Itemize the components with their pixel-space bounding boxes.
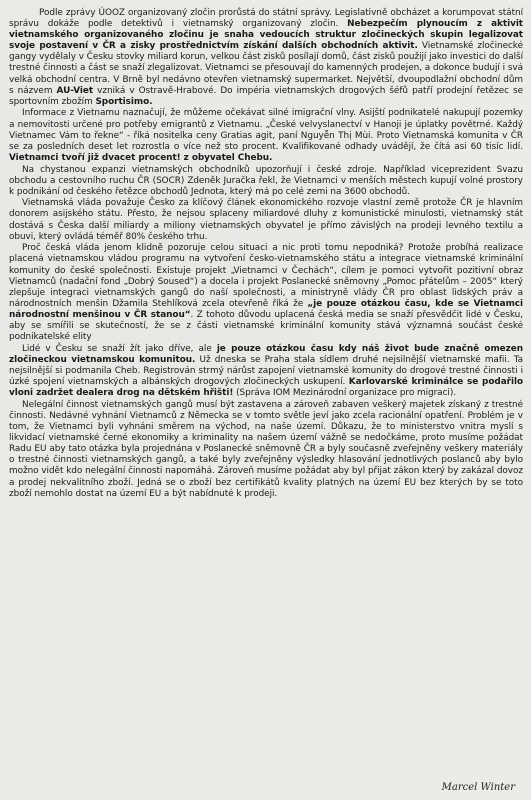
paragraph-4 [9, 198, 523, 242]
bold-text-run: Nebezpečím plynoucím z aktivit vietnamského organizovaného zločinu je snaha vedoucích struktur zločineckých skupin legalizovat svoje postavení v ČR a zisky prostřednictvím získání dalších obchodních aktivit. [9, 19, 523, 52]
article-body [9, 8, 523, 500]
text-run: Už dneska se Praha stala sídlem druhé nejsilnější vietnamské mafii. Ta nejsilnější si podmanila Cheb. Registrován strmý nárůst zapojení vietnamské komunity do drogové trestné činnosti i úzké spojení vietnamských a albánských drogových zločineckých uskupení. [9, 354, 523, 388]
text-run: Informace z Vietnamu naznačují, že můžeme očekávat silné imigrační vlny. Asijští podnikatelé nakupují pozemky a nemovitosti určené pro potřeby emigrantů z Vietnamu. „České velvyslanectví v Hanoji je úplatky povětrné. Každý Vietnamec Vám to řekne“ - říká nositelka ceny Gratias agit, paní Nguyễn Thị Mùi. Proto Vietnamská komunita v ČR se za posledních deset let rozrostla o více než sto procent. Kvalifikované odhady uvádějí, že čítá asi 60 tisíc lidí. [9, 108, 523, 152]
bold-text-run: Vietnamci tvoří již dvacet procent! z obyvatel Chebu. [9, 152, 273, 163]
paragraph-1 [9, 8, 523, 108]
text-run: Lidé v Česku se snaží žít jako dříve, ale [22, 343, 217, 354]
text-run: Vietnamské zločinecké gangy vydělaly v Česku stovky miliard korun, velkou část zisků posílají domů, část zisků použijí jako investici do další trestné činnosti a část se snaží zlegalizovat. Vietnamci se přesouvají do kamenných prodejen, a dokonce budují i svá velká obchodní centra. V Brně byl nedávno otevřen vietnamský supermarket. Největší, dvoupodlažní obchodní dům s názvem [9, 41, 523, 96]
bold-text-run: Sportisimo. [95, 96, 153, 107]
paragraph-2 [9, 108, 523, 163]
text-run: Vietnamská vláda považuje Česko za klíčový článek ekonomického rozvoje vlastní země protože ČR je hlavním donorem asijského státu. Přesto, že nejsou splaceny miliardové dluhy z komunistické minulosti, vietnamský stát dostává s Česka další miliardy a miliony vietnamských obyvatel je přímo závislých na prodeji levného textilu a obuvi, který ovládá téměř 80% českého trhu. [9, 198, 523, 242]
bold-text-run: AU-Viet [56, 85, 94, 96]
text-run: (Správa IOM Mezinárodní organizace pro migraci). [233, 388, 457, 399]
paragraph-7 [9, 400, 523, 500]
text-run: Nelegální činnost vietnamských gangů musí být zastavena a zároveň zabaven veškerý majetek získaný z trestné činnosti. Nedávné vyhnání Vietnamců z Německa se v tomto světle jeví jako zcela racionální opatření. Problém je v tom, že Vietnamci byli vyhnáni směrem na východ, na naše území. Důkazu, že to ministerstvo vnitra myslí s likvidací vietnamské černé ekonomiky a kriminality na našem území vážně se nedočkáme, proto musíme požádat Radu EU aby tato otázka byla projednána v Poslanecké sněmovně ČR a byly současně zveřejněny veškery materiály o trestné činnosti vietnamských gangů, a také byly zveřejněny výsledky hlasování jednotlivých poslanců aby bylo možno vidět kdo nelegální činnosti napomáhá. Zároveň musíme požádat aby byl přijat zákon který by zakázal dovoz a prodej nekvalitního zboží. Jedná se o zboží bez certifikátů kvality platných na území EU bez kterých by se toto zboží nemohlo dostat na území EU a být nabídnuté k prodeji. [9, 399, 523, 499]
text-run: Podle zprávy ÚOOZ organizovaný zločin prorůstá do státní správy. Legislativně obcházet a korumpovat státní správu dokáže podle detektivů i vietnamský organizovaný zločin. [9, 8, 523, 30]
text-run: Proč česká vláda jenom klidně pozoruje celou situaci a nic proti tomu nepodniká? Protože probíhá realizace placená vietnamskou vládou programu na vytvoření česko-vietnamského státu a integrace vietnamské kriminální komunity do české společnosti. Existuje projekt „Vietnamci v Čechách“, cílem je pomoci vytvořit pozitivní obraz Vietnamců (nadační fond „Dobrý Soused“) a docela i projekt Poslanecké sněmovny „Pomoc přátelům – 2005“ který zlepšuje integraci vietnamských gangů do naší společnosti, a ministryně vlády ČR pro oblast lidských práv a národnostních menšin Džamila Stehlíková zcela otevřeně říká že [9, 243, 523, 309]
paragraph-5 [9, 243, 523, 343]
author-signature: Marcel Winter [441, 782, 515, 793]
bold-text-run: je pouze otázkou času kdy náš život bude značně omezen zločineckou vietnamskou komunitou. [9, 343, 523, 365]
paragraph-6 [9, 344, 523, 399]
text-run: Na chystanou expanzi vietnamských obchodníků upozorňují i české zdroje. Například viceprezident Svazu obchodu a cestovního ruchu ČR (SOCR) Zdeněk Juračka řekl, že Vietnamci v menších městech kupují volné prostory k podnikání od českého řetězce obchodů Jednota, který má po celé zemi na 3600 obchodů. [9, 164, 523, 197]
bold-text-run: „je pouze otázkou času, kde se Vietnamci národnostní menšinou v ČR stanou“ [9, 298, 523, 320]
bold-text-run: Karlovarské kriminálce se podařilo vloni zadržet dealera drog na dětském hřišti! [9, 377, 523, 399]
text-run: vzniká v Ostravě-Hrabové. Do impéria vietnamských drogových šéfů patří prodejní řetězec se sportovním zbožím [9, 85, 523, 107]
text-run: . Z tohoto důvodu uplacená česká media se snaží přesvědčit lidé v Česku, aby se smířili se skutečností, že se z části vietnamské kriminální komunity stává významná součást české podnikatelské elity [9, 309, 523, 343]
paragraph-3 [9, 165, 523, 198]
